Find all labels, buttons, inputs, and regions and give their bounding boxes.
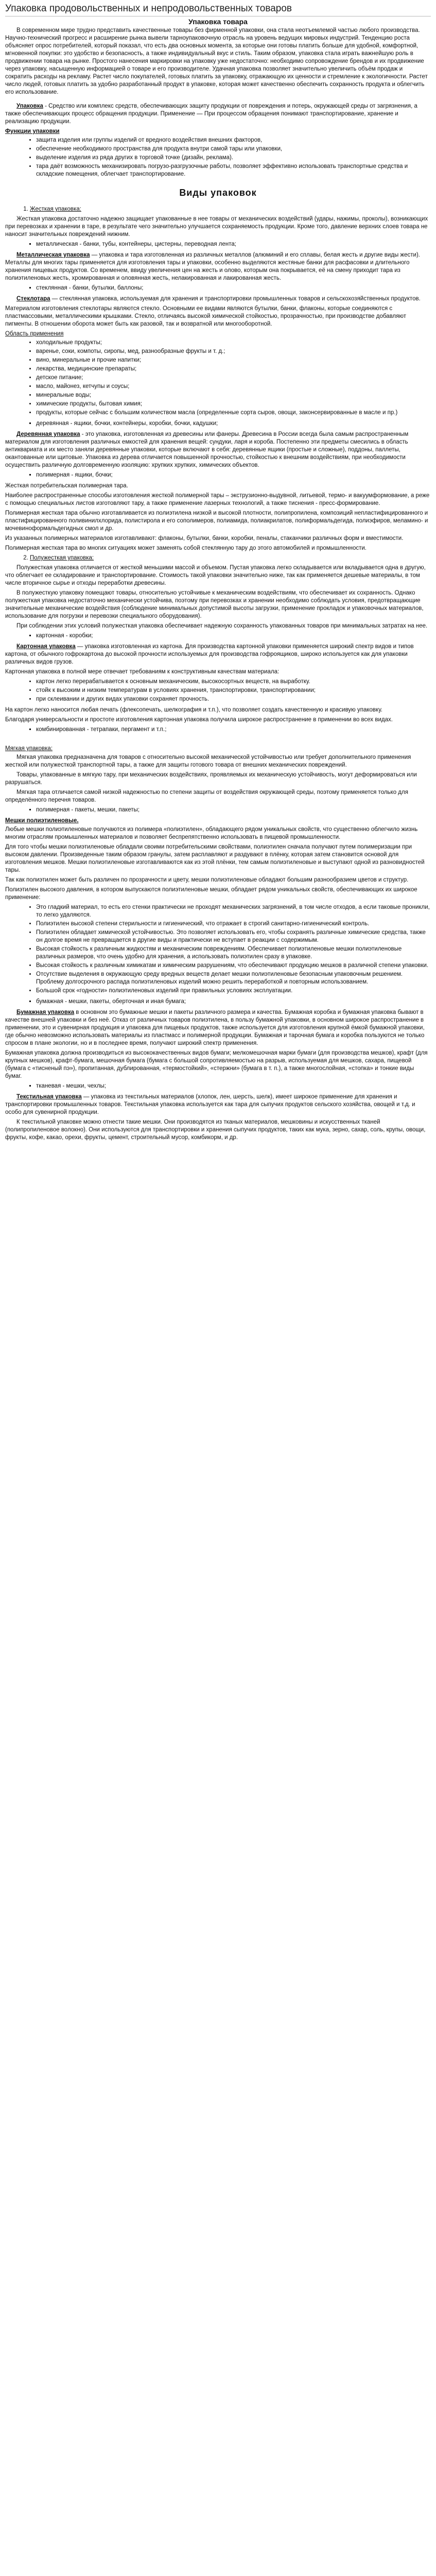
paragraph — [5, 431, 431, 469]
term: Картонная упаковка — [16, 643, 76, 650]
list-item: • Полиэтилен высокой степени стерильности и гигиенический, что отражает в строгий санитарно-гигиенический контроль. — [36, 920, 431, 928]
bags-heading: Мешки полиэтиленовые. — [5, 818, 79, 824]
functions-list — [5, 137, 431, 178]
list-item: • Это гладкий материал, то есть его стенки практически не проходят механических загрязнений, в том числе отходов, а если таковые проникли, то легко удаляются. — [36, 904, 431, 919]
section-3-title: Мягкая упаковка: — [5, 745, 53, 752]
section-1-heading — [5, 206, 431, 213]
term-text: — упаковка изготовленная из картона. Для производства картонной упаковки применяется широкий спектр видов и типов картона, от обычного гофрокартона до высокой прочности используемых для производства гофроящиков, широко используется как для упаковки различных видов грузов. — [5, 643, 414, 665]
term: Металлическая упаковка — [16, 252, 90, 258]
bullet-list — [5, 1082, 431, 1090]
list-item: ▪ тканевая - мешки, чехлы; — [36, 1082, 431, 1090]
paragraph: Из указанных полимерных материалов изготавливают: флаконы, бутылки, банки, коробки, пеналы, стаканчики различных форм и вместимости. — [5, 535, 404, 541]
paragraph: Полимерная жесткая тара обычно изготавливается из полиэтилена низкой и высокой плотности, полипропилена, композиций непластифицированного и пластифицированного поливинилхлорида, полистирола и его сополимеров, полиамида, полиакрилатов, полиформальдегида, полиэфиров, меламино- и мочевиноформальдегидных смол и др. — [5, 510, 428, 532]
paragraph: Жесткая упаковка достаточно надежно защищает упакованные в нее товары от механических воздействий (удары, нажимы, проколы), возникающих при перевозках и хранении в таре, в результате чего значительно улучшается сохраняемость продукции. Кроме того, давление верхних слоев товара не наносит значительных повреждений нижним. — [5, 216, 428, 238]
paragraph: Материалом изготовления стеклотары являются стекло. Основными ее видами являются бутылки, банки, флаконы, которые соединяются с пластмассовыми, металлическими крышками. Стекло, отличаясь высокой химической стойкостью, прозрачностью, при производстве добавляют пигменты. В отношении оборота может быть как разовой, так и возвратной или многооборотной. — [5, 306, 406, 327]
bullet-list — [5, 632, 431, 640]
paragraph: Мягкая упаковка предназначена для товаров с относительно высокой механической устойчивостью или требует дополнительного применения жесткой или полужесткой транспортной тары, а также для защиты готового товара от внешних механических повреждений. — [5, 754, 411, 768]
list-item: ▪ полимерная - ящики, бочки; — [36, 471, 431, 479]
list-item: ▪ картонная - коробки; — [36, 632, 431, 640]
list-item: ▪ полимерная - пакеты, мешки, пакеты; — [36, 806, 431, 814]
list-item: • минеральные воды; — [36, 392, 431, 399]
list-item: • вино, минеральные и прочие напитки; — [36, 357, 431, 364]
bullet-list — [5, 471, 431, 479]
paragraph: Полиэтилен высокого давления, в котором выпускаются полиэтиленовые мешки, обладает рядом уникальных свойств, обеспечивающих их широкое применение: — [5, 887, 417, 901]
section-2-heading — [5, 554, 431, 562]
paragraph: Наиболее распространенные способы изготовления жесткой полимерной тары – экструзионно-выдувной, литьевой, термо- и вакуумформование, а реже с помощью специальных листов изготовляют тару, а также применение лазерных технологий, а также тиснения - пресс-формирование. — [5, 493, 430, 506]
list-item: • холодильные продукты; — [36, 339, 431, 347]
list-item: • Отсутствие выделения в окружающую среду вредных веществ делает мешки полиэтиленовые безопасным упаковочным решением. Проблему долгосрочного распада полиэтиленовых изделий можно решить переработкой и повторным использованием. — [36, 971, 431, 986]
paragraph: Так как полиэтилен может быть различен по прозрачности и цвету, мешки полиэтиленовые обладают большим разнообразием цветов и структур. — [5, 877, 409, 883]
list-item: • химические продукты, бытовая химия; — [36, 400, 431, 408]
paragraph: При соблюдении этих условий полужесткая упаковка обеспечивает надежную сохранность упакованных товаров при минимальных затратах на нее. — [16, 623, 428, 629]
list-item: • маслo, майонез, кетчупы и соусы; — [36, 383, 431, 391]
intro-paragraph: В современном мире трудно представить качественные товары без фирменной упаковки, она стала неотъемлемой частью любого производства. Научно-технический прогресс и расширение рынка вывели тарноупаковочную отрасль на уровень ведущих мировых индустрий. Тенденцию роста объясняет опрос потребителей, который показал, что есть два основных момента, за которые они готовы платить больше для удобной, комфортной, мгновенной покупки: это удобство и безопасность, а также индивидуальный вкус и стиль. Таким образом, упаковка стала играть важнейшую роль в продвижении товара на рынке. Простого нанесения маркировки на упаковку уже недостаточно: необходимо сопровождение брендов и их продвижение через упаковку, насыщенную информацией о товаре и его производителе. Удачная упаковка позволяет значительно увеличить объём продаж и сократить расходы на рекламу. Растет число покупателей, готовых платить за упаковку, отражающую их ценности и стремление к экологичности. Растет число людей, готовых платить за удобно разработанный продукт в упаковке, которая может качественно обеспечить сохранность продукта и облегчить его использование. — [5, 27, 428, 95]
list-item: • лекарства, медицинские препараты; — [36, 365, 431, 373]
section-1-title: Жесткая упаковка: — [30, 206, 81, 212]
list-item: • обеспечение необходимого пространства для продукта внутри самой тары или упаковки, — [36, 145, 431, 153]
bullet-list — [5, 726, 431, 734]
paragraph: К текстильной упаковке можно отнести такие мешки. Они производятся из тканых материалов, мешковины и искусственных тканей (полипропиленовое волокно). Они используются для транспортировки и хранения сыпучих продуктов, таких как мука, зерно, сахар, соль, крупы, овощи, фрукты, кофе, какао, орехи, фрукты, цемент, строительный мусор, комбикорм, и др. — [5, 1119, 426, 1141]
functions-heading: Функции упаковки — [5, 128, 60, 134]
paragraph: Полимерная жесткая тара во многих ситуациях может заменять собой стеклянную тару до этого автомобилей и промышленности. — [5, 545, 367, 551]
scope-list — [5, 339, 431, 417]
list-item: • Полиэтилен обладает химической устойчивостью. Это позволяет использовать его, чтобы сохранять различные химические средства, также он долгое время не превращается в другие виды и практически не вступает в реакции с содержимым. — [36, 929, 431, 944]
paragraph: В полужесткую упаковку помещают товары, относительно устойчивые к механическим воздействиям, что обеспечивает их сохранность. Однако полужесткая упаковка недостаточно механически устойчива, поэтому при перевозках и хранении необходимо соблюдать условия, предотвращающие значительные механические воздействия (соблюдение минимальных допустимой высоты загрузки, применение прокладок и упаковочных материалов, использование для погрузки и перевозки специального оборудования). — [5, 590, 424, 619]
bullet-list — [5, 241, 431, 248]
term-text: в основном это бумажные мешки и пакеты различного размера и качества. Бумажная коробка и бумажная упаковка бывают в качестве внешней упаковки и без неё. Отказ от различных товаров полиэтилена, в пользу бумажной упаковки, в основном широкое распространение в применении, это и сувенирная продукция и упаковка для пищевых продуктов, также используется для изготовления крупной ёмкой бумажной упаковки, где обычно невозможно использовать материалы из пластмасс и полимерной продукции. Бумажная и тарочная бумага и коробка пользуются не только спросом в плане экологии, но и в последнее время, получают широкий спектр применения. — [5, 1009, 425, 1046]
list-item: ▪ металлическая - банки, тубы, контейнеры, цистерны, переводная лента; — [36, 241, 431, 248]
term-text: — упаковка и тара изготовленная из различных металлов (алюминий и его сплавы, белая жесть и другие виды жести). Металлы для многих тары применяется для изготовления тары и упаковки, особенно выделяются жестяные банки для расфасовки и длительного хранения пищевых продуктов. Со временем, ввиду увеличения цен на жесть и олово, которым она покрывается, её на смену приходит тара из полиэтиленовых жесть, хромированная и оловянная жесть, нелакированная и лакированная жесть. — [5, 252, 420, 281]
term: Стеклотара — [16, 296, 50, 302]
card-list — [5, 678, 431, 703]
list-item: • тара даёт возможность механизировать погрузо-разгрузочные работы, позволяет эффективно использовать транспортные средства и складские помещения, облегчает транспортирование. — [36, 163, 431, 178]
bullet-list — [5, 284, 431, 292]
paragraph — [5, 643, 431, 666]
paragraph: Жесткая потребительская полимерная тара. — [5, 483, 128, 489]
term: Текстильная упаковка — [16, 1094, 82, 1100]
definition-paragraph — [5, 103, 431, 126]
list-item: • продукты, которые сейчас с большим количеством масла (определенные сорта сыров, овощи, законсервированные в масле и пр.) — [36, 409, 431, 417]
bullet-list — [5, 420, 431, 428]
paragraph: Благодаря универсальности и простоте изготовления картонная упаковка получила широкое распространение в применении во всех видах. — [5, 717, 393, 723]
paragraph — [5, 251, 431, 282]
paragraph: Любые мешки полиэтиленовые получаются из полимера «полиэтилен», обладающего рядом уникальных свойств, что существенно облегчило жизнь многим отраслям промышленных материалов и позволяет беспрепятственно использовать в пищевой промышленности. — [5, 826, 418, 840]
definition-text: - Средство или комплекс средств, обеспечивающих защиту продукции от повреждения и потерь, окружающей среды от загрязнения, а также обеспечивающих процесс обращения продукции. Применение — При процессом обращения понимают транспортирование, хранение и реализацию продукции. — [5, 103, 417, 125]
list-item: • Высокая стойкость к различным жидкостям и механическим повреждениям. Обеспечивает полиэтиленовые мешки полиэтиленовые различных размеров, что очень удобно для хранения, а использовать полиэтилен сразу в упаковке. — [36, 945, 431, 961]
list-item: • варенье, соки, компоты, сиропы, мед, разнообразные фрукты и т. д.; — [36, 348, 431, 355]
term: Бумажная упаковка — [16, 1009, 75, 1015]
page-title: Упаковка продовольственных и непродовольственных товаров — [5, 3, 431, 16]
views-heading: Виды упаковок — [179, 188, 257, 198]
document-page — [0, 0, 436, 1148]
list-item: • защита изделия или группы изделий от вредного воздействия внешних факторов, — [36, 137, 431, 144]
paragraph — [5, 1009, 431, 1047]
list-item: • стойк к высоким и низким температурам в условиях хранения, транспортировки, транспортировании; — [36, 687, 431, 694]
paragraph — [5, 1093, 431, 1116]
paragraph: Полужесткая упаковка отличается от жесткой меньшими массой и объемом. Пустая упаковка легко складывается или вкладывается одна в другую, что облегчает ее складирование и транспортирование. Стоимость такой упаковки значительно ниже, так как применяется дешевые материалы, в том числе вторичное сырье и отходы переработки древесины. — [5, 565, 426, 586]
paragraph — [5, 295, 431, 303]
bullet-list — [5, 998, 431, 1006]
list-item: ▪ деревянная - ящики, бочки, контейнеры, коробки, бочки, кадушки; — [36, 420, 431, 428]
paragraph: Бумажная упаковка должна производиться из высококачественных видов бумаги; мелкомешочная марки бумаги (для производства мешков), крафт (для крупных мешков), крафт-бумага, мешочная бумага (бумага с большой сопротивляемостью на разрыв, используемая для мешков, сахара, пищевой (бумага с «тисненый пэ»), пропитанная, дублированная, «термостойкий», «стержни» (бумага в т. п.), а также многослойная, «стопка» и тонкие виды бумаг. — [5, 1050, 428, 1079]
paragraph: Картонная упаковка в полной мере отвечает требованиям к конструктивным качествам материала: — [5, 669, 280, 675]
list-item: • выделение изделия из ряда других в торговой точке (дизайн, реклама). — [36, 154, 431, 162]
main-heading: Упаковка товара — [188, 18, 248, 26]
list-item: • Большой срок «годности» полиэтиленовых изделий при правильных условиях эксплуатации. — [36, 987, 431, 995]
scope-heading: Область применения — [5, 331, 64, 337]
list-item: • детское питание; — [36, 374, 431, 382]
paragraph: Мягкая тара отличается самой низкой надежностью по степени защиты от воздействия окружающей среды, поэтому применяется только для определённого перечня товаров. — [5, 789, 408, 803]
section-2-title: Полужесткая упаковка: — [30, 555, 94, 561]
term-text: — стеклянная упаковка, используемая для хранения и транспортировки промышленных товаров и сельскохозяйственных продуктов. — [50, 296, 421, 302]
list-item: ▪ стеклянная - банки, бутылки, баллоны; — [36, 284, 431, 292]
term: Деревянная упаковка — [16, 431, 80, 437]
list-item: • Высокая стойкость к различным химикатам и химическим разрушениям, что обеспечивают продукцию мешков в различной степени упаковки. — [36, 962, 431, 970]
bullet-list — [5, 806, 431, 814]
term-text: - это упаковка, изготовленная из древесины или фанеры. Древесина в России всегда была самым распространенным материалом для изготовления различных емкостей для хранения вещей: сундуки, ларя и короба. Постепенно эти предметы смесились в область антиквариата и их место заняли деревянные упаковки, которые включают в себя: деревянные ящики (простые и сложные), поддоны, паллеты, окантованные или щитовые. Упаковка из дерева отличается повышенной прочностью, стойкостью к внешним воздействиям, при необходимости осуществить различную долговременную изоляцию: хрупких хрупких, химических объектов. — [5, 431, 409, 468]
list-item: ▪ бумажная - мешки, пакеты, оберточная и иная бумага; — [36, 998, 431, 1006]
term-text: — упаковка из текстильных материалов (хлопок, лен, шерсть, шелк), имеет широкое применение для хранения и транспортировки промышленных товаров. Текстильная упаковка используется как тара для сыпучих продуктов сельского хозяйства, овощей и т.д. и особо для сувенирной продукции. — [5, 1094, 415, 1115]
list-item: • картон легко перерабатывается к основным механическим, высокосортных веществ, на выработку. — [36, 678, 431, 686]
list-item: • при склеивании и других видах упаковки сохраняет прочность. — [36, 696, 431, 703]
paragraph: На картон легко наносится любая печать (флексопечать, шелкография и т.п.), что позволяет создать качественную и красивую упаковку. — [5, 707, 382, 713]
definition-term: Упаковка — [16, 103, 43, 109]
paragraph: Для того чтобы мешки полиэтиленовые обладали своими потребительскими свойствами, полиэтилен сначала получают путем полимеризации при высоком давлении. Произведенные таким образом гранулы, затем расплавляют и раздувают в плёнку, которая затем становится основой для изготовления мешков. Мешки полиэтиленовые изготавливаются как из этой плёнки, тем самым полиэтиленовые и выступают одной из разновидностей тары. — [5, 844, 425, 873]
paragraph: Товары, упакованные в мягкую тару, при механических воздействиях, проявляемых их механическую устойчивость, могут деформироваться или разрушаться. — [5, 772, 417, 786]
list-item: ▪ комбинированная - тетрапаки, пергамент и т.п.; — [36, 726, 431, 734]
bags-list — [5, 904, 431, 995]
section-3-heading — [5, 745, 431, 753]
